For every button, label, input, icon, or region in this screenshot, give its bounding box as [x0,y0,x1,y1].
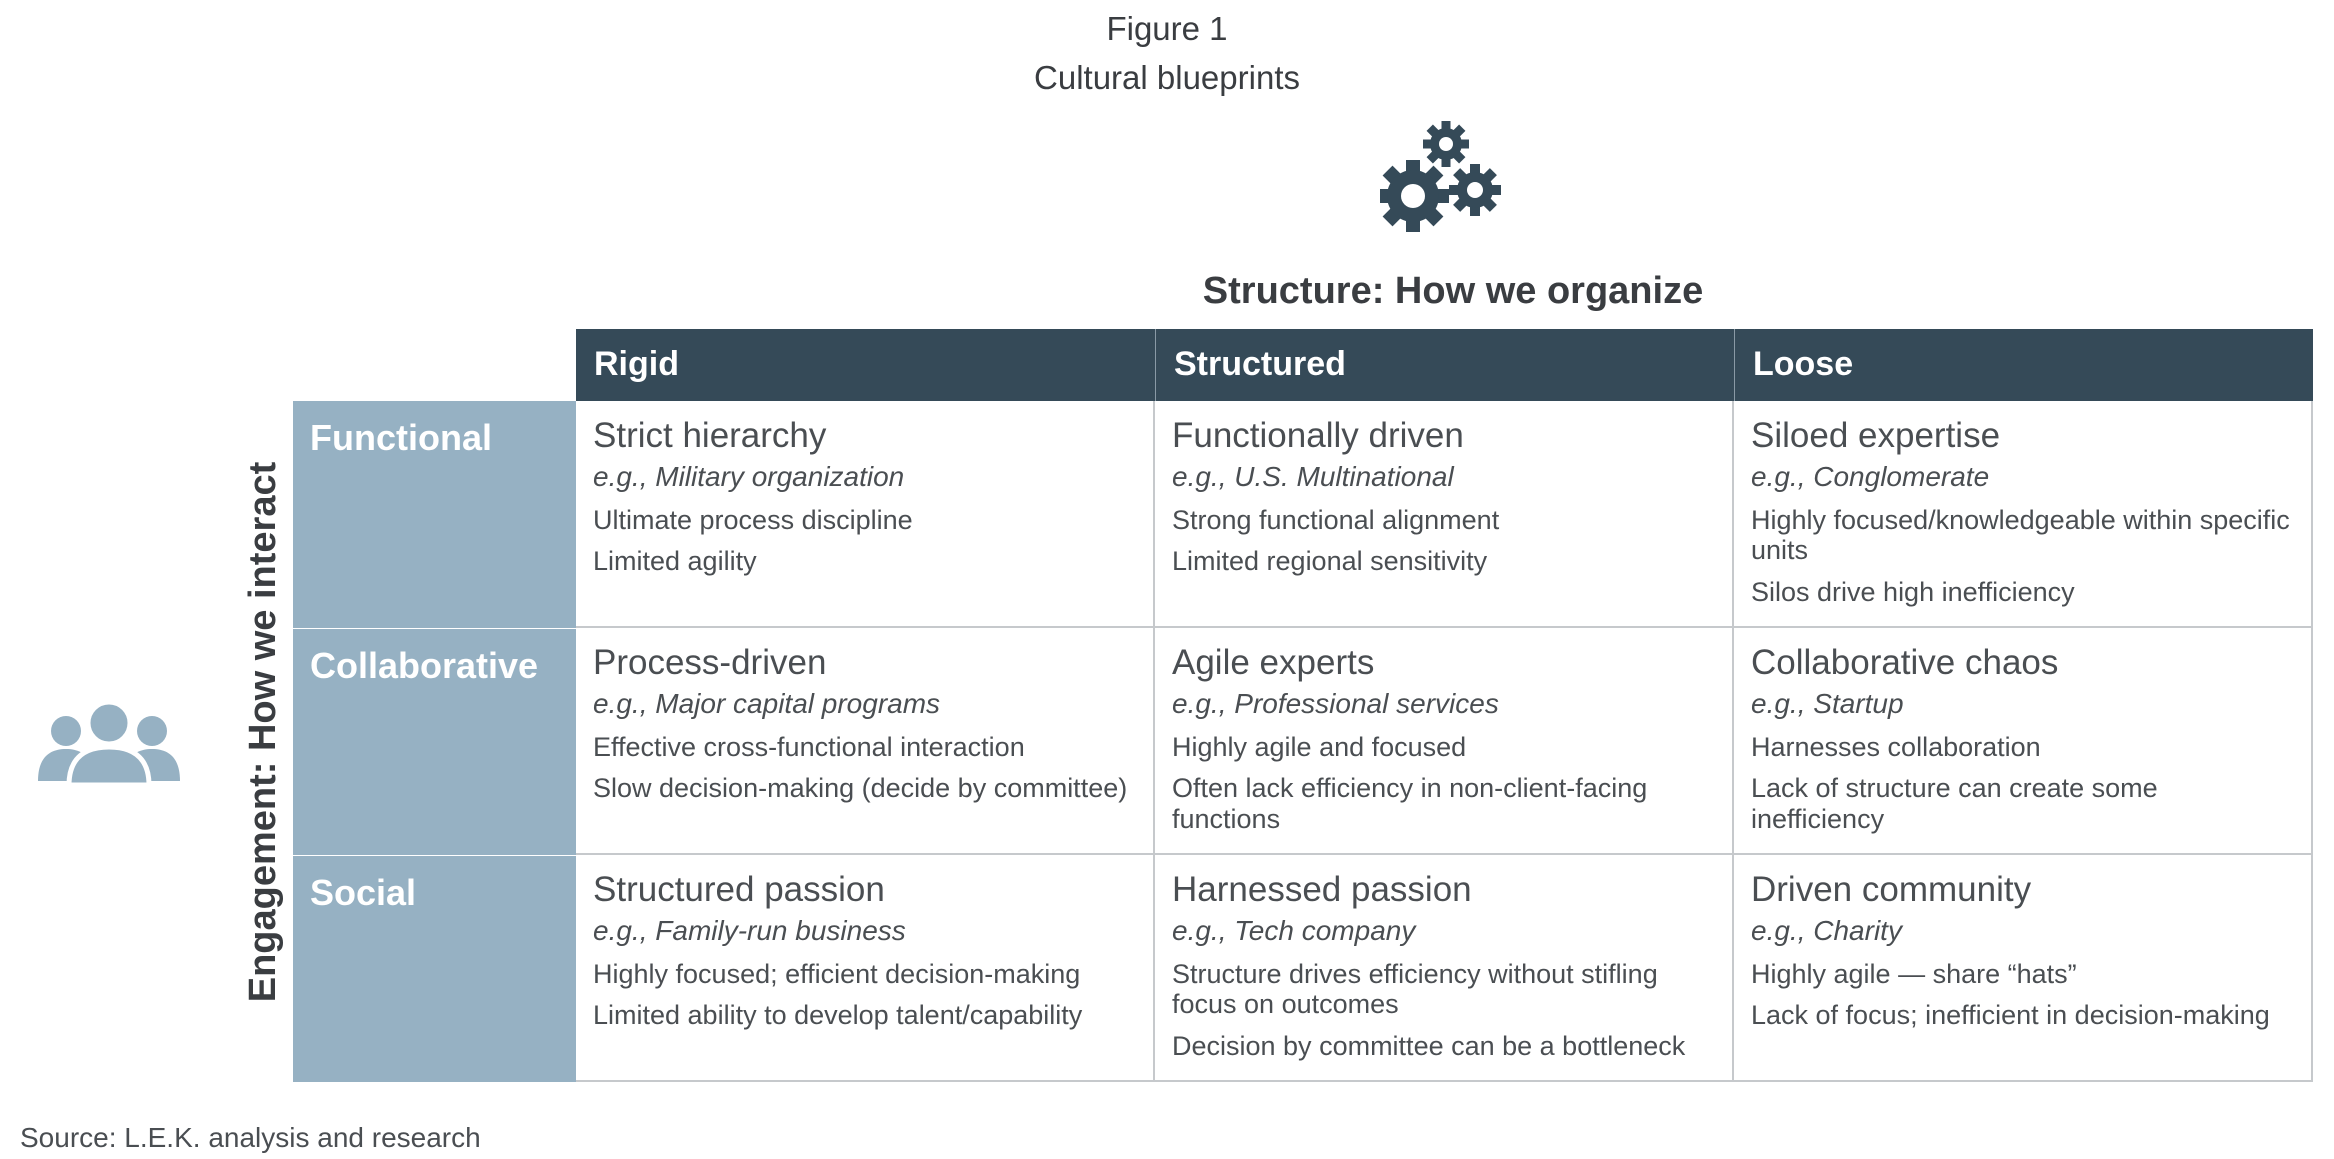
cell-functional-structured [1155,401,1734,628]
culture-matrix [293,329,2313,1082]
cell-example: e.g., U.S. Multinational [1172,460,1454,492]
cell-social-rigid [576,855,1155,1082]
cell-example: e.g., Conglomerate [1751,460,1990,492]
cell-example: e.g., Major capital programs [593,687,941,719]
cell-collaborative-structured [1155,628,1734,855]
engagement-axis-title: Engagement: How we interact [242,461,284,1003]
figure-number: Figure 1 [1106,10,1228,47]
cell-point: Lack of focus; inefficient in decision-making [1751,1000,2270,1031]
cell-point: Highly agile — share “hats” [1751,959,2077,990]
cell-title: Process-driven [593,643,827,682]
column-header-rigid: Rigid [576,329,1155,401]
cell-point: Highly focused; efficient decision-making [593,959,1081,990]
cell-point: Silos drive high inefficiency [1751,576,2075,607]
cell-title: Driven community [1751,870,2032,909]
cell-point: Limited ability to develop talent/capability [593,1000,1083,1031]
cell-example: e.g., Tech company [1172,914,1416,946]
cell-example: e.g., Startup [1751,687,1904,719]
cell-point: Slow decision-making (decide by committee) [593,773,1128,804]
cell-title: Collaborative chaos [1751,643,2059,682]
cell-point: Highly focused/knowledgeable within specific units [1751,505,2290,566]
cell-point: Structure drives efficiency without stifling focus on outcomes [1172,959,1658,1020]
cell-point: Strong functional alignment [1172,505,1500,536]
cell-point: Harnesses collaboration [1751,732,2041,763]
figure-subtitle: Cultural blueprints [1034,59,1300,96]
cell-collaborative-rigid [576,628,1155,855]
cell-point: Highly agile and focused [1172,732,1467,763]
cell-title: Functionally driven [1172,416,1464,455]
matrix-corner [293,329,576,401]
column-header-loose: Loose [1734,329,2313,401]
people-group-icon [36,699,182,785]
cell-title: Agile experts [1172,643,1375,682]
cell-social-loose [1734,855,2313,1082]
row-header-collaborative: Collaborative [293,628,576,855]
cell-point: Lack of structure can create some inefficiency [1751,773,2158,834]
cell-point: Ultimate process discipline [593,505,913,536]
source-note: Source: L.E.K. analysis and research [20,1122,481,1153]
cell-example: e.g., Family-run business [593,914,906,946]
cell-point: Limited agility [593,546,757,577]
cell-point: Limited regional sensitivity [1172,546,1488,577]
cell-collaborative-loose [1734,628,2313,855]
cell-social-structured [1155,855,1734,1082]
cell-title: Structured passion [593,870,885,909]
row-header-functional: Functional [293,401,576,628]
cell-title: Siloed expertise [1751,416,2001,455]
cell-title: Strict hierarchy [593,416,827,455]
cell-example: e.g., Charity [1751,914,1902,946]
cell-example: e.g., Military organization [593,460,905,492]
cell-functional-loose [1734,401,2313,628]
cell-example: e.g., Professional services [1172,687,1499,719]
cell-point: Effective cross-functional interaction [593,732,1025,763]
cell-point: Decision by committee can be a bottleneck [1172,1030,1686,1061]
column-header-structured: Structured [1155,329,1734,401]
row-header-social: Social [293,855,576,1082]
structure-axis-title: Structure: How we organize [1202,270,1704,312]
cell-point: Often lack efficiency in non-client-facing functions [1172,773,1648,834]
cell-functional-rigid [576,401,1155,628]
gears-icon [1380,118,1506,236]
cell-title: Harnessed passion [1172,870,1472,909]
